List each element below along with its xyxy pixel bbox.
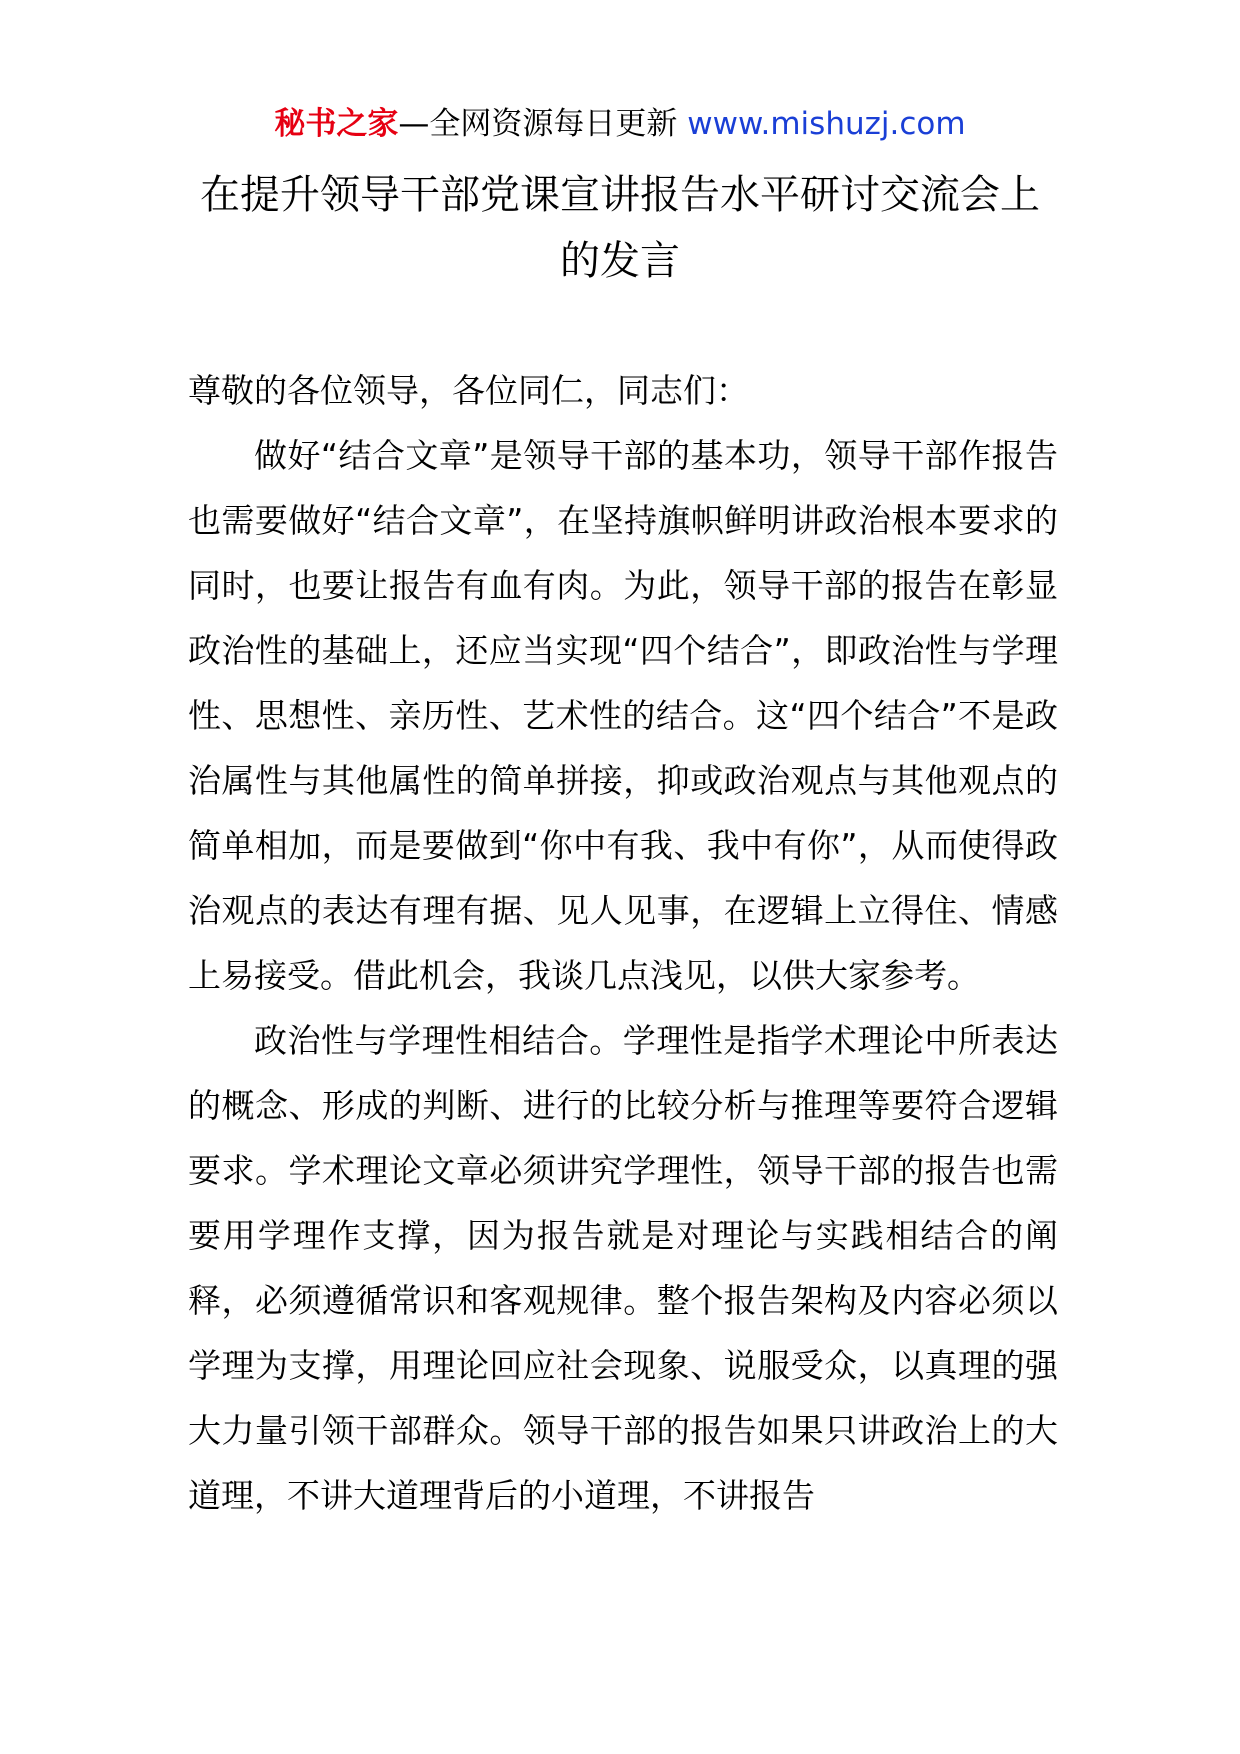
paragraph-1: 做好“结合文章”是领导干部的基本功，领导干部作报告也需要做好“结合文章”，在坚持旗帜鲜明讲政治根本要求的同时，也要让报告有血有肉。为此，领导干部的报告在彰显政治性的基础上，还应当实现“四个结合”，即政治性与学理性、思想性、亲历性、艺术性的结合。这“四个结合”不是政治属性与其他属性的简单拼接，抑或政治观点与其他观点的简单相加，而是要做到“你中有我、我中有你”，从而使得政治观点的表达有理有据、见人见事，在逻辑上立得住、情感上易接受。借此机会，我谈几点浅见，以供大家参考。 xyxy=(188,436,1058,995)
salutation: 尊敬的各位领导，各位同仁，同志们： xyxy=(188,371,749,410)
paragraph-2: 政治性与学理性相结合。学理性是指学术理论中所表达的概念、形成的判断、进行的比较分析与推理等要符合逻辑要求。学术理论文章必须讲究学理性，领导干部的报告也需要用学理作支撑，因为报告就是对理论与实践相结合的阐释，必须遵循常识和客观规律。整个报告架构及内容必须以学理为支撑，用理论回应社会现象、说服受众，以真理的强大力量引领干部群众。领导干部的报告如果只讲政治上的大道理，不讲大道理背后的小道理，不讲报告 xyxy=(188,1021,1058,1515)
site-header xyxy=(0,100,1240,148)
site-url-link[interactable]: www.mishuzj.com xyxy=(687,106,966,142)
site-tagline: —全网资源每日更新 xyxy=(398,106,688,142)
document-title: 在提升领导干部党课宣讲报告水平研讨交流会上的发言 xyxy=(200,172,1040,284)
site-brand: 秘书之家 xyxy=(274,106,399,142)
document-body xyxy=(188,358,1058,1528)
